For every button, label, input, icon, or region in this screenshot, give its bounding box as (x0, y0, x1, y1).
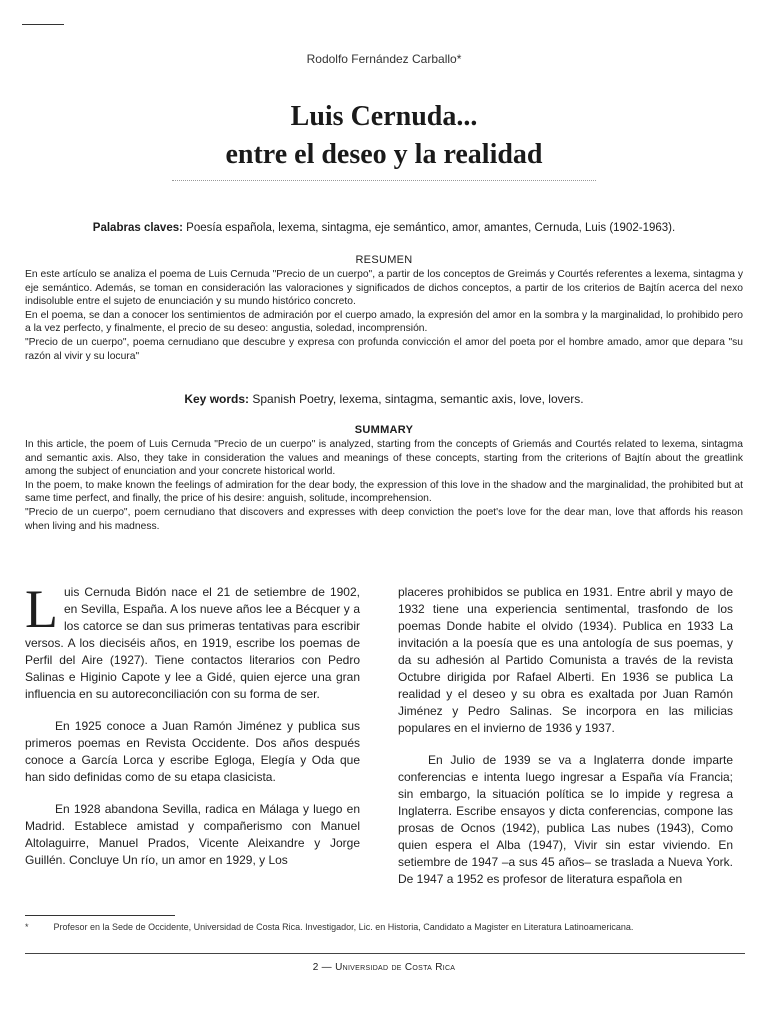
body-paragraph (25, 579, 360, 703)
footnote (25, 922, 745, 932)
page-footer (0, 962, 768, 973)
footnote-marker: * (25, 922, 29, 932)
footnote-rule (25, 915, 175, 916)
title-line-1: Luis Cernuda... (290, 101, 478, 132)
body-paragraph: En Julio de 1939 se va a Inglaterra donde imparte conferencias e intenta luego ingresar a España vía Francia; sin embargo, la situación política se lo impide y regresa a Inglaterra. Escribe ensayos y dicta conferencias, compone las prosas de Ocnos (1942), publica Las nubes (1943), Como quien espera el Alba (1947), Vivir sin estar viviendo. En setiembre de 1947 –a sus 45 años– se traslada a Nueva York. De 1947 a 1952 es profesor de literatura española en (398, 753, 733, 886)
body-paragraph: En 1925 conoce a Juan Ramón Jiménez y publica sus primeros poemas en Revista Occidente. Dos años después conoce a García Lorca y escribe Egloga, Elegía y Oda que han sido definidas como de su etapa clasicista. (25, 719, 360, 784)
summary-heading: SUMMARY (354, 424, 414, 436)
resumen-paragraph: En este artículo se analiza el poema de Luis Cernuda "Precio de un cuerpo", a partir de los conceptos de Greimás y Courtés referentes a lexema, sintagma y eje semántico. Además, se toman en consideración las valoraciones y significados de dichos conceptos, a partir de los criterios de Bajtín acerca del nexo indisoluble entre el sujeto de enunciación y su mundo histórico concreto. (25, 269, 743, 308)
page-number: 2 — (312, 962, 332, 973)
footer-rule (25, 953, 745, 954)
keywords-en-text: Spanish Poetry, lexema, sintagma, semantic axis, love, lovers. (252, 392, 584, 406)
keywords-en-label: Key words: (184, 392, 250, 406)
drop-cap: L (25, 579, 58, 639)
summary-paragraph: "Precio de un cuerpo", poem cernudiano that discovers and expresses with deep conviction the poet's love for the dear man, love that affords his reason when living and his madness. (25, 506, 743, 532)
body-paragraph: En 1928 abandona Sevilla, radica en Málaga y luego en Madrid. Establece amistad y compañerismo con Manuel Altolaguirre, Manuel Prados, Vicente Aleixandre y Jorge Guillén. Concluye Un río, un amor en 1929, y Los (25, 802, 360, 867)
body-column-right (398, 584, 733, 903)
footnote-text: Profesor en la Sede de Occidente, Universidad de Costa Rica. Investigador, Lic. en Historia, Candidato a Magister en Literatura Latinoamericana. (53, 922, 634, 932)
body-column-left (25, 579, 360, 884)
top-rule (22, 24, 64, 25)
keywords-es-text: Poesía española, lexema, sintagma, eje semántico, amor, amantes, Cernuda, Luis (1902-1963). (186, 222, 676, 234)
author-name: Rodolfo Fernández Carballo* (306, 52, 462, 66)
summary-paragraph: In the poem, to make known the feelings of admiration for the dear body, the expression of this love in the shadow and the marginalidad, the prohibited but at same time perfect, and finally, the price of his desire: anguish, solitude, incomprehension. (25, 479, 743, 505)
resumen-body (25, 268, 743, 363)
summary-paragraph: In this article, the poem of Luis Cernuda "Precio de un cuerpo" is analyzed, starting from the concepts of Griemás and Courtés related to lexema, sintagma and semantic axis. Also, they take in consideration the values and meanings of these concepts, starting from the criterions of Bajtín about the greatlink among the subject of enunciation and your concrete historical world. (25, 439, 743, 478)
article-title (0, 98, 768, 174)
summary-body (25, 438, 743, 533)
body-paragraph: placeres prohibidos se publica en 1931. Entre abril y mayo de 1932 tiene una experiencia sentimental, trasfondo de los poemas Donde habite el olvido (1934). Publica en 1933 La invitación a la poesía que es una antología de sus poemas, y da su adhesión al Partido Comunista a través de la revista Octubre dirigida por Rafael Alberti. En 1936 se publica La realidad y el deseo y su obra es exaltada por Juan Ramón Jiménez y Pedro Salinas. Se incorpora en las milicias populares en el invierno de 1936 y 1937. (398, 585, 733, 735)
keywords-es-label: Palabras claves: (92, 222, 183, 234)
keywords-english (0, 392, 768, 406)
journal-name: Universidad de Costa Rica (335, 962, 456, 973)
body-paragraph-text: uis Cernuda Bidón nace el 21 de setiembre de 1902, en Sevilla, España. A los nueve años lee a Bécquer y a los catorce se dan sus primeras tentativas para escribir versos. A los dieciséis años, en 1919, escribe los poemas de Perfil del Aire (1927). Tiene contactos literarios con Pedro Salinas e Higinio Capote y lee a Gidé, quien ejerce una gran influencia en su autoreconciliación con su forma de ser. (25, 585, 360, 701)
resumen-paragraph: En el poema, se dan a conocer los sentimientos de admiración por el cuerpo amado, la expresión del amor en la sombra y la marginalidad, lo prohibido pero a la vez perfecto, y finalmente, el precio de su deseo: angustia, soledad, incomprensión. (25, 309, 743, 335)
title-line-2: entre el deseo y la realidad (225, 139, 543, 170)
keywords-spanish (0, 222, 768, 234)
title-divider (172, 180, 596, 181)
resumen-heading: RESUMEN (355, 254, 413, 266)
resumen-paragraph: "Precio de un cuerpo", poema cernudiano que descubre y expresa con profunda convicción el amor del poeta por el hombre amado, amor que depara "su razón al vivir y su locura" (25, 336, 743, 362)
